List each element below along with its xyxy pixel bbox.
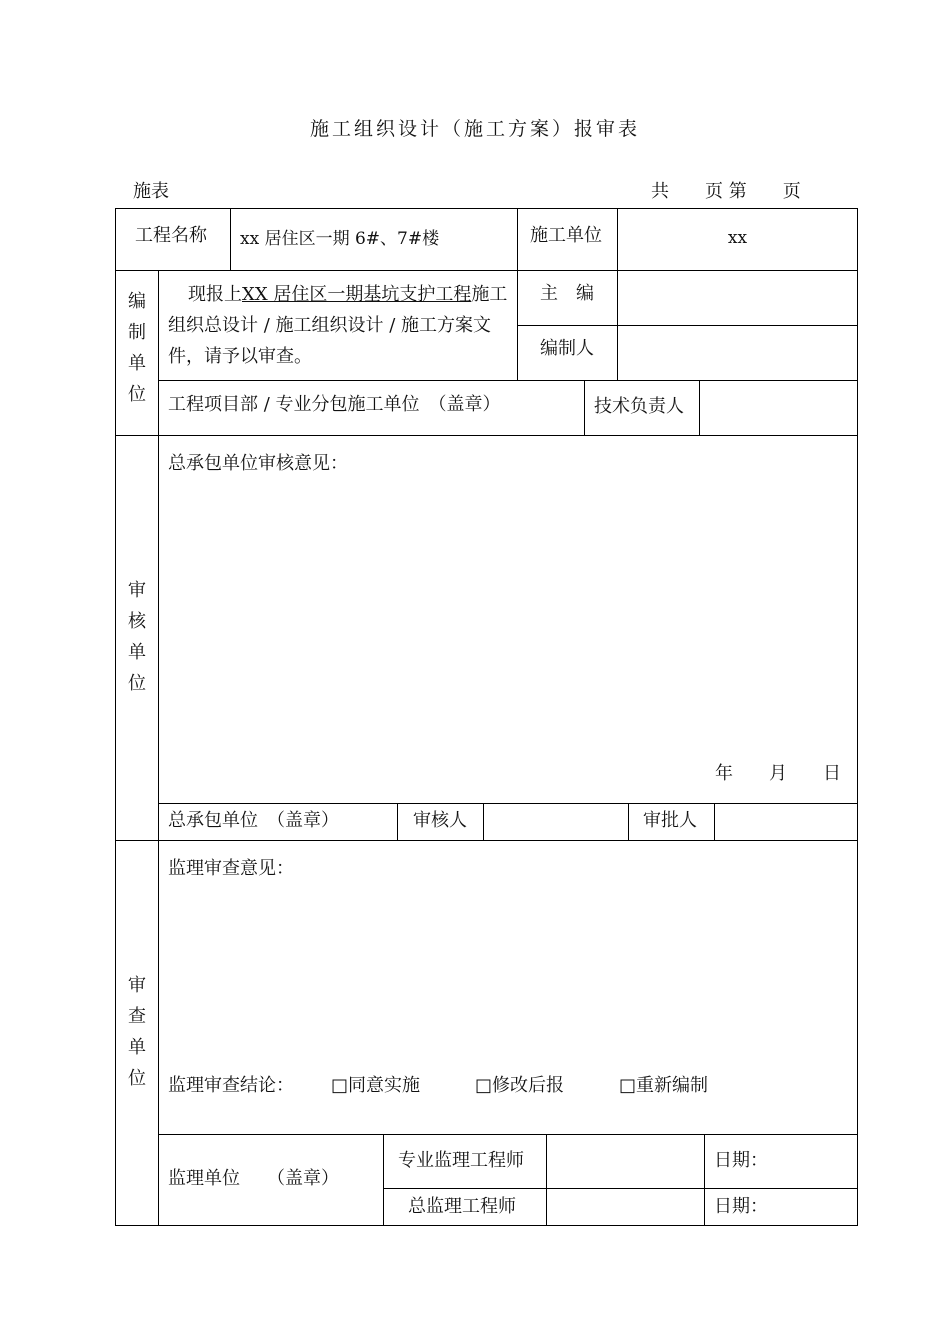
report-paragraph (168, 279, 512, 372)
supervise-opinion-label: 监理审查意见： (168, 858, 294, 879)
grid-line (628, 803, 629, 841)
report-suffix: 施工组织总设计 / 施工组织设计 / 施工方案文件，请予以审查。 (168, 284, 508, 367)
form-code: 施表 (133, 181, 169, 202)
grid-line (517, 325, 858, 326)
grid-line (699, 380, 700, 436)
report-prefix: 现报上 (188, 284, 242, 305)
grid-line (383, 1188, 858, 1189)
construction-unit-value[interactable]: xx (727, 228, 748, 248)
grid-line (115, 208, 116, 1226)
supervise-unit-seal-label: 监理单位 （盖章） (168, 1168, 339, 1189)
grid-line (546, 1134, 547, 1226)
review-unit-side-label: 审核单位 (128, 580, 146, 694)
supervise-unit-side-label: 审查单位 (128, 975, 146, 1089)
grid-line (115, 840, 858, 841)
compiler-label: 编制人 (540, 338, 594, 359)
date-label-chief: 日期： (714, 1196, 768, 1217)
project-name-label: 工程名称 (135, 225, 207, 246)
grid-line (517, 208, 518, 381)
contractor-seal-label: 总承包单位 （盖章） (168, 810, 339, 831)
grid-line (158, 380, 858, 381)
grid-line (115, 1225, 858, 1226)
compile-unit-side-label: 编制单位 (128, 291, 146, 405)
grid-line (584, 380, 585, 436)
page-title: 施工组织设计（施工方案）报审表 (309, 118, 640, 140)
construction-unit-label: 施工单位 (530, 225, 602, 246)
grid-line (704, 1134, 705, 1226)
grid-line (483, 803, 484, 841)
grid-line (115, 435, 858, 436)
tech-lead-label: 技术负责人 (594, 396, 684, 417)
grid-line (857, 208, 858, 1226)
chief-editor-label: 主 编 (540, 283, 594, 304)
chief-engineer-label: 总监理工程师 (408, 1196, 516, 1217)
option-approve-checkbox[interactable]: □同意实施 (331, 1075, 421, 1096)
grid-line (158, 1134, 858, 1135)
date-label-specialist: 日期： (714, 1150, 768, 1171)
grid-line (158, 270, 159, 1226)
grid-line (158, 803, 858, 804)
grid-line (397, 803, 398, 841)
approver-label: 审批人 (643, 810, 697, 831)
option-recompile-checkbox[interactable]: □重新编制 (619, 1075, 709, 1096)
option-revise-checkbox[interactable]: □修改后报 (475, 1075, 565, 1096)
grid-line (230, 208, 231, 270)
specialist-engineer-label: 专业监理工程师 (398, 1150, 524, 1171)
review-date-line: 年 月 日 (715, 763, 841, 784)
grid-line (115, 270, 858, 271)
grid-line (383, 1134, 384, 1226)
project-name-value[interactable]: xx 居住区一期 6#、7#楼 (240, 229, 440, 249)
project-dept-label: 工程项目部 / 专业分包施工单位 （盖章） (168, 394, 501, 415)
contractor-opinion-label: 总承包单位审核意见： (168, 453, 348, 474)
supervise-conclusion-label: 监理审查结论： (168, 1075, 294, 1096)
grid-line (714, 803, 715, 841)
report-project-name[interactable]: XX 居住区一期基坑支护工程 (242, 284, 472, 305)
grid-line (115, 208, 858, 209)
page-count: 共 页 第 页 (651, 181, 801, 202)
reviewer-label: 审核人 (413, 810, 467, 831)
